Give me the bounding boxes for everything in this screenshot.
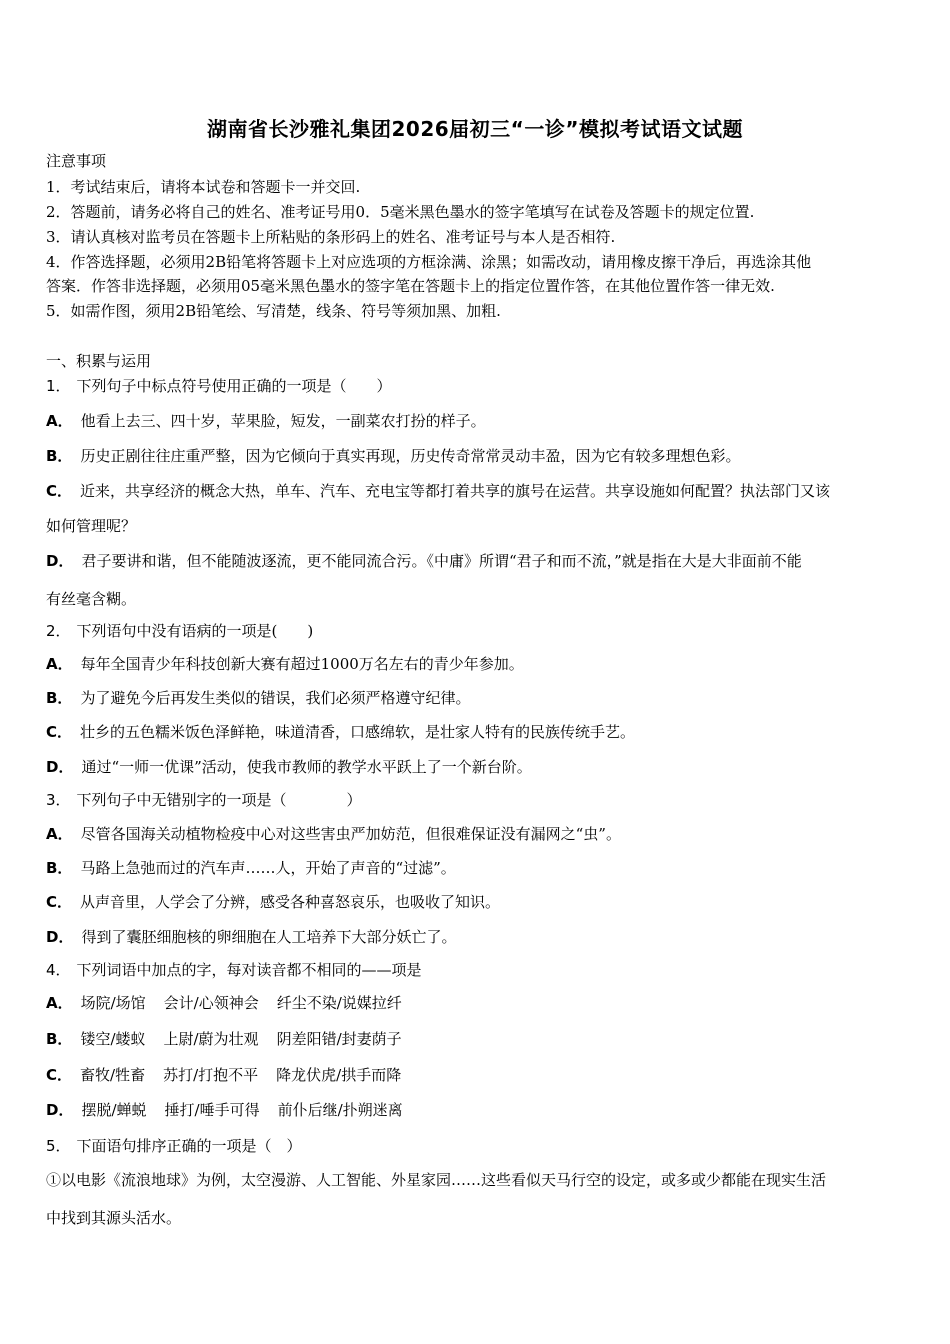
option-label: B．	[46, 859, 73, 877]
q4-option-a	[46, 993, 402, 1013]
section-heading: 一、积累与运用	[46, 352, 152, 370]
notice-item-3: 3．请认真核对监考员在答题卡上所粘贴的条形码上的姓名、准考证号与本人是否相符.	[46, 228, 616, 246]
option-text: 君子要讲和谐，但不能随波逐流，更不能同流合污。《中庸》所谓“君子和而不流，”就是指在大是大非面前不能	[81, 552, 802, 570]
option-label: A．	[46, 994, 73, 1012]
option-text: 尽管各国海关动植物检疫中心对这些害虫严加妨范，但很难保证没有漏网之“虫”。	[80, 825, 621, 843]
question-number: 1．	[46, 377, 71, 395]
option-word-2: 会计/心领神会	[163, 994, 259, 1012]
option-text: 他看上去三、四十岁，苹果脸，短发，一副菜农打扮的样子。	[80, 412, 486, 430]
option-text: 每年全国青少年科技创新大赛有超过1000万名左右的青少年参加。	[80, 655, 524, 673]
option-word-3: 前仆后继/扑朔迷离	[277, 1101, 403, 1119]
q5-sentence-1: ①以电影《流浪地球》为例，太空漫游、人工智能、外星家园……这些看似天马行空的设定，或多或少都能在现实生活	[46, 1171, 827, 1189]
notice-heading: 注意事项	[46, 152, 107, 170]
q5-sentence-1-cont: 中找到其源头活水。	[46, 1209, 182, 1227]
option-label: C．	[46, 1066, 73, 1084]
option-text: 马路上急弛而过的汽车声……人，开始了声音的“过滤”。	[80, 859, 456, 877]
option-word-1: 场院/场馆	[80, 994, 146, 1012]
question-text: 下列句子中无错别字的一项是（ ）	[76, 791, 362, 809]
q4-option-d	[46, 1100, 403, 1120]
question-number: 4．	[46, 961, 71, 979]
option-label: B．	[46, 447, 73, 465]
q1-option-a	[46, 411, 486, 431]
notice-item-2: 2．答题前，请务必将自己的姓名、准考证号用0．5毫米黑色墨水的签字笔填写在试卷及答题卡的规定位置.	[46, 203, 755, 221]
q1-option-c-cont: 如何管理呢？	[46, 517, 137, 535]
option-word-1: 镂空/蝼蚁	[80, 1030, 146, 1048]
option-text: 为了避免今后再发生类似的错误，我们必须严格遵守纪律。	[80, 689, 471, 707]
question-5-stem	[46, 1136, 302, 1156]
q3-option-a	[46, 824, 621, 844]
option-label: A．	[46, 412, 73, 430]
option-word-1: 畜牧/牲畜	[80, 1066, 146, 1084]
q2-option-c	[46, 722, 635, 742]
question-number: 5．	[46, 1137, 71, 1155]
option-label: D．	[46, 758, 74, 776]
q4-option-c	[46, 1065, 401, 1085]
option-text: 从声音里，人学会了分辨，感受各种喜怒哀乐，也吸收了知识。	[80, 893, 501, 911]
notice-item-4-cont: 答案．作答非选择题，必须用05毫米黑色墨水的签字笔在答题卡上的指定位置作答，在其他位置作答一律无效.	[46, 277, 775, 295]
option-text: 得到了囊胚细胞核的卵细胞在人工培养下大部分妖亡了。	[81, 928, 457, 946]
q3-option-c	[46, 892, 500, 912]
q2-option-d	[46, 757, 532, 777]
option-label: D．	[46, 928, 74, 946]
q3-option-b	[46, 858, 456, 878]
option-word-1: 摆脱/蝉蜕	[81, 1101, 147, 1119]
question-text: 下列词语中加点的字，每对读音都不相同的——项是	[76, 961, 422, 979]
option-label: C．	[46, 893, 73, 911]
option-word-2: 上尉/蔚为壮观	[163, 1030, 259, 1048]
question-number: 2．	[46, 622, 71, 640]
question-2-stem	[46, 621, 313, 641]
question-number: 3．	[46, 791, 71, 809]
option-word-2: 捶打/唾手可得	[164, 1101, 260, 1119]
q3-option-d	[46, 927, 456, 947]
option-label: A．	[46, 825, 73, 843]
option-label: A．	[46, 655, 73, 673]
option-word-3: 阴差阳错/封妻荫子	[276, 1030, 402, 1048]
question-4-stem	[46, 960, 422, 980]
question-1-stem	[46, 376, 392, 396]
q2-option-b	[46, 688, 470, 708]
option-text: 历史正剧往往庄重严整，因为它倾向于真实再现，历史传奇常常灵动丰盈，因为它有较多理想色彩。	[80, 447, 741, 465]
option-label: D．	[46, 552, 74, 570]
option-label: C．	[46, 482, 73, 500]
q1-option-d-cont: 有丝毫含糊。	[46, 590, 137, 608]
option-text: 近来，共享经济的概念大热，单车、汽车、充电宝等都打着共享的旗号在运营。共享设施如何配置？执法部门又该	[80, 482, 831, 500]
option-label: B．	[46, 689, 73, 707]
option-word-3: 降龙伏虎/拱手而降	[276, 1066, 402, 1084]
q1-option-c	[46, 481, 830, 501]
q1-option-d	[46, 551, 802, 571]
notice-item-5: 5．如需作图，须用2B铅笔绘、写清楚，线条、符号等须加黑、加粗.	[46, 302, 501, 320]
page-title: 湖南省长沙雅礼集团2026届初三“一诊”模拟考试语文试题	[207, 117, 743, 141]
option-word-3: 纤尘不染/说媒拉纤	[276, 994, 402, 1012]
option-text: 壮乡的五色糯米饭色泽鲜艳，味道清香，口感绵软，是壮家人特有的民族传统手艺。	[80, 723, 636, 741]
question-3-stem	[46, 790, 362, 810]
option-word-2: 苏打/打抱不平	[163, 1066, 259, 1084]
q4-option-b	[46, 1029, 402, 1049]
option-label: C．	[46, 723, 73, 741]
option-text: 通过“一师一优课”活动，使我市教师的教学水平跃上了一个新台阶。	[81, 758, 532, 776]
question-text: 下列句子中标点符号使用正确的一项是（ ）	[76, 377, 392, 395]
q1-option-b	[46, 446, 740, 466]
notice-item-1: 1．考试结束后，请将本试卷和答题卡一并交回.	[46, 178, 361, 196]
q2-option-a	[46, 654, 524, 674]
notice-item-4: 4．作答选择题，必须用2B铅笔将答题卡上对应选项的方框涂满、涂黑；如需改动，请用橡皮擦干净后，再选涂其他	[46, 253, 812, 271]
option-label: D．	[46, 1101, 74, 1119]
option-label: B．	[46, 1030, 73, 1048]
question-text: 下面语句排序正确的一项是（ ）	[76, 1137, 302, 1155]
question-text: 下列语句中没有语病的一项是( )	[76, 622, 314, 640]
